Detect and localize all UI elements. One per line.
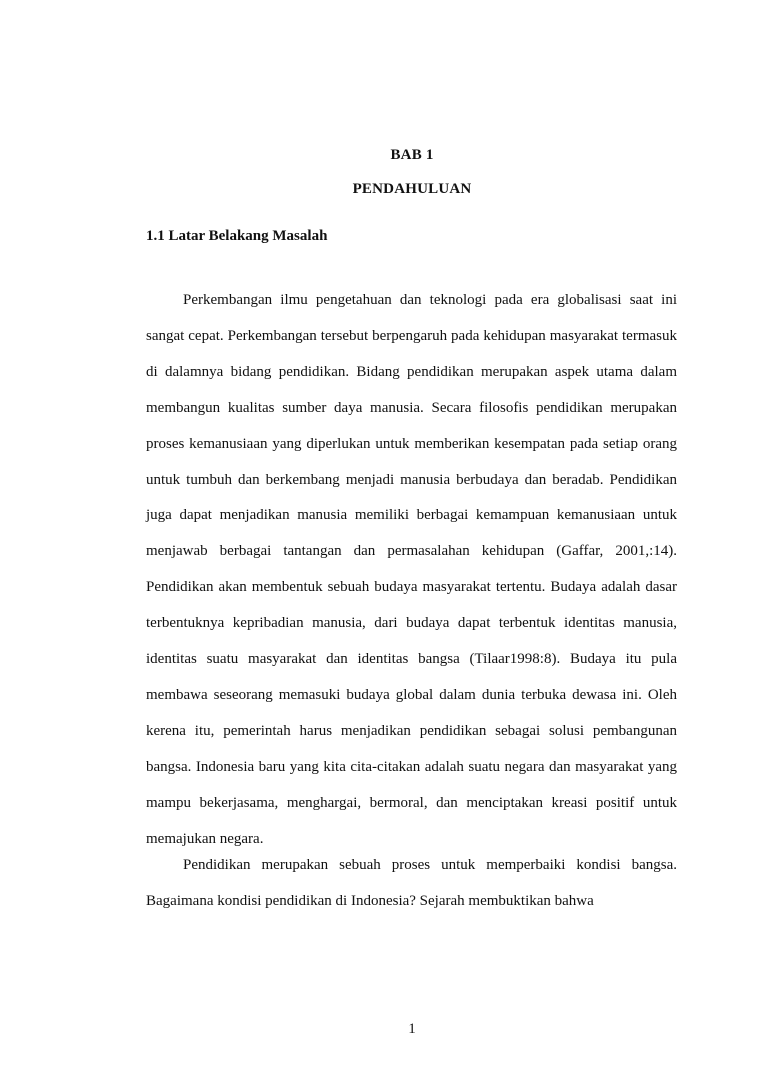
section-heading: 1.1 Latar Belakang Masalah — [146, 228, 328, 244]
chapter-title: PENDAHULUAN — [352, 181, 472, 197]
paragraph-text: Perkembangan ilmu pengetahuan dan teknologi pada era globalisasi saat ini sangat cepat. Perkembangan tersebut berpengaruh pada kehidupan masyarakat termasuk di dalamnya bidang pendidikan. Bidang pendidikan merupakan aspek utama dalam membangun kualitas sumber daya manusia. Secara filosofis pendidikan merupakan proses kemanusiaan yang diperlukan untuk memberikan kesempatan pada setiap orang untuk tumbuh dan berkembang menjadi manusia berbudaya dan beradab. Pendidikan juga dapat menjadikan manusia memiliki berbagai kemampuan kemanusiaan untuk menjawab berbagai tantangan dan permasalahan kehidupan (Gaffar, 2001,:14). Pendidikan akan membentuk sebuah budaya masyarakat tertentu. Budaya adalah dasar terbentuknya kepribadian manusia, dari budaya dapat terbentuk identitas manusia, identitas suatu masyarakat dan identitas bangsa (Tilaar1998:8). Budaya itu pula membawa seseorang memasuki budaya global dalam dunia terbuka dewasa ini. Oleh kerena itu, pemerintah harus menjadikan pendidikan sebagai solusi pembangunan bangsa. Indonesia baru yang kita cita-citakan adalah suatu negara dan masyarakat yang mampu bekerjasama, menghargai, bermoral, dan menciptakan kreasi positif untuk memajukan negara. — [146, 292, 677, 847]
body-paragraph-2 — [146, 848, 677, 920]
body-paragraph-1 — [146, 283, 677, 858]
page-number: 1 — [408, 1021, 416, 1037]
paragraph-text: Pendidikan merupakan sebuah proses untuk memperbaiki kondisi bangsa. Bagaimana kondisi pendidikan di Indonesia? Sejarah membuktikan bahwa — [146, 857, 677, 909]
chapter-number: BAB 1 — [390, 147, 434, 163]
